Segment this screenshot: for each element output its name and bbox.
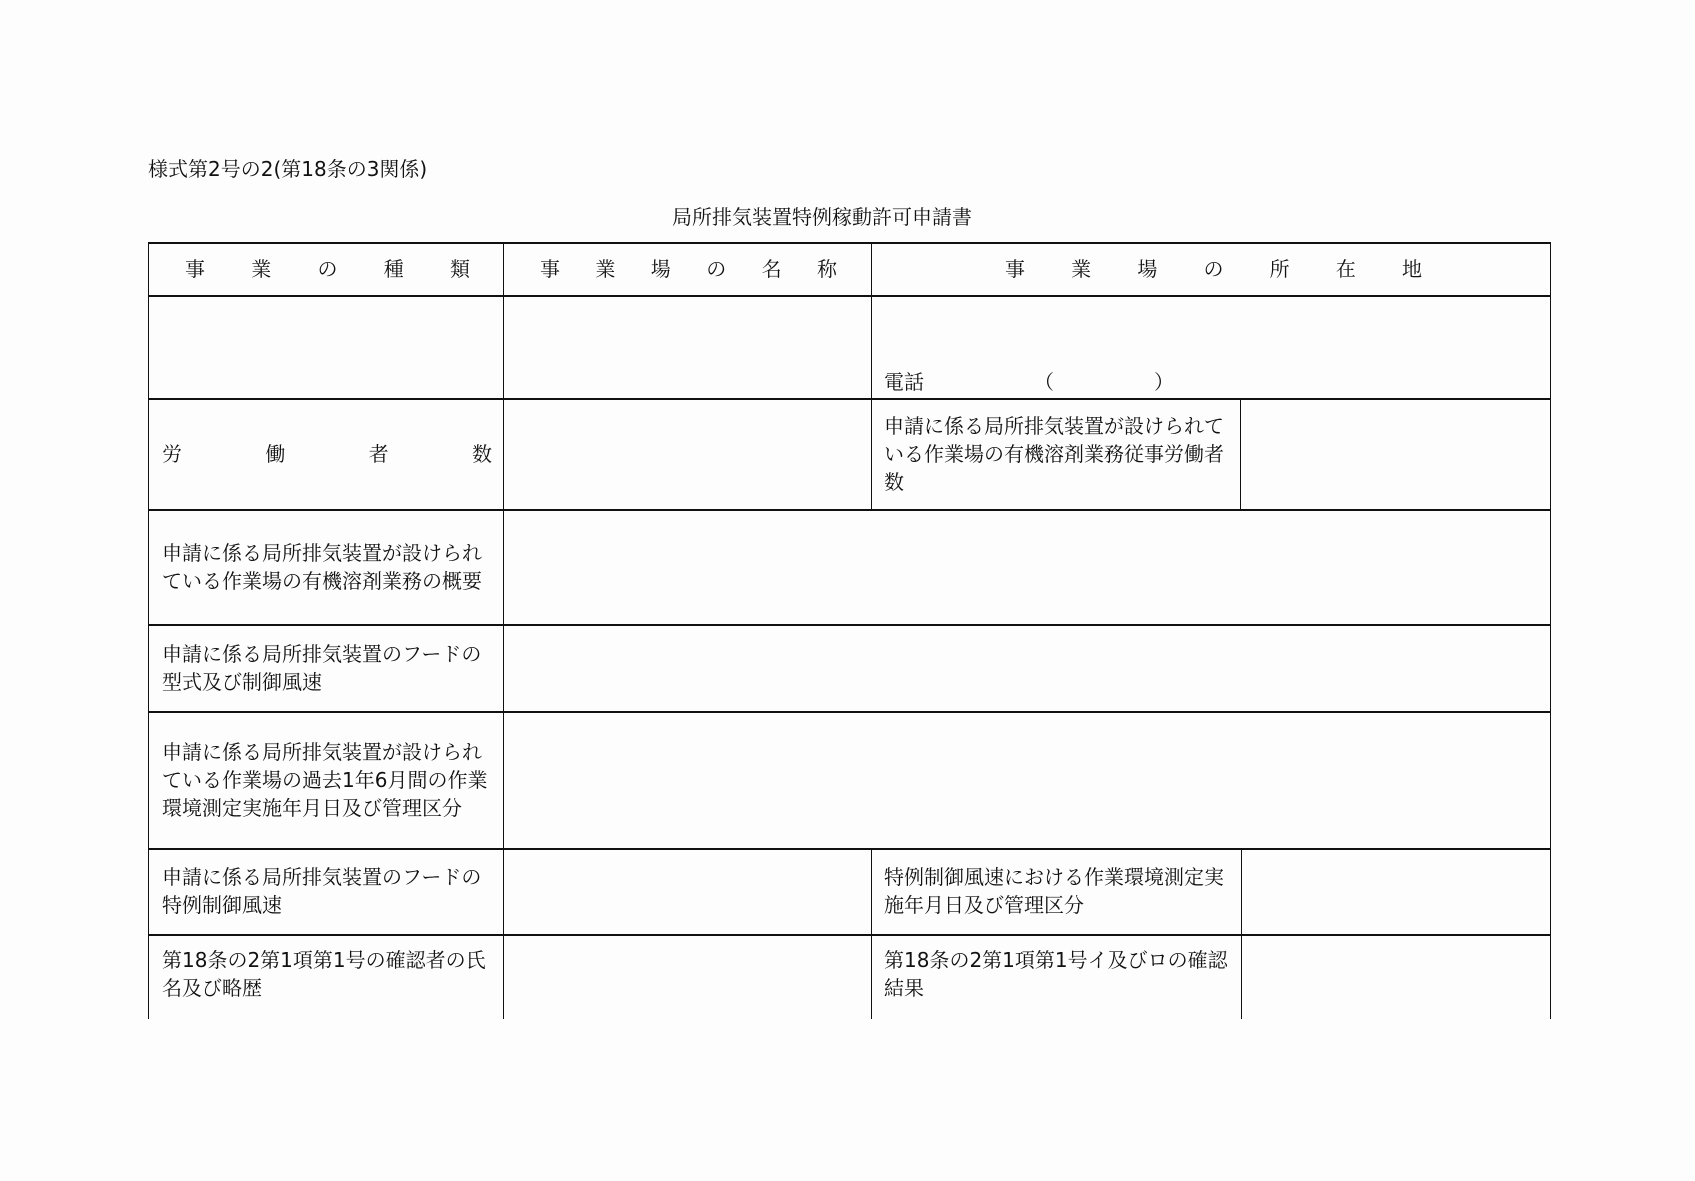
- header-label: 事 業 の 種 類: [185, 256, 470, 281]
- label-text: 申請に係る局所排気装置が設けられている作業場の過去1年6月間の作業環境測定実施年月日及び管理区分: [162, 739, 488, 820]
- label-special-measurement: [884, 848, 1234, 934]
- label-confirm-result: [884, 934, 1234, 1019]
- header-label: 事 業 場 の 名 称: [540, 256, 837, 281]
- label-text: 申請に係る局所排気装置のフードの特例制御風速: [162, 865, 482, 917]
- label-text: 申請に係る局所排気装置が設けられている作業場の有機溶剤業務の概要: [162, 540, 482, 593]
- label-text: 特例制御風速における作業環境測定実施年月日及び管理区分: [884, 865, 1224, 917]
- header-workplace-location: [1005, 242, 1422, 295]
- label-text: 第18条の2第1項第1号イ及びロの確認結果: [884, 948, 1228, 1000]
- row-divider: [148, 295, 1550, 297]
- label-workers: [162, 398, 492, 509]
- label-text: 申請に係る局所排気装置が設けられている作業場の有機溶剤業務従事労働者数: [884, 413, 1224, 494]
- header-label: 事 業 場 の 所 在 地: [1005, 256, 1422, 281]
- label-organic-workers: [884, 398, 1234, 509]
- col-divider: [1241, 848, 1242, 1019]
- label-special-speed: [162, 848, 497, 934]
- page-title: 局所排気装置特例稼動許可申請書: [672, 205, 972, 229]
- label-measurement: [162, 711, 497, 848]
- col-divider: [871, 848, 872, 1019]
- phone-label: 電話 （ ）: [884, 370, 1174, 394]
- label-text: 労 働 者 数: [162, 441, 492, 466]
- col-divider: [871, 398, 872, 509]
- form-number: 様式第2号の2(第18条の3関係): [148, 157, 428, 181]
- header-business-type: [185, 242, 470, 295]
- table-border-left: [148, 242, 149, 1019]
- label-overview: [162, 509, 497, 624]
- col-divider: [871, 242, 872, 398]
- col-divider: [503, 242, 504, 1019]
- label-text: 申請に係る局所排気装置のフードの型式及び制御風速: [162, 641, 482, 694]
- table-border-right: [1550, 242, 1551, 1019]
- col-divider: [1240, 398, 1241, 509]
- label-confirmer: [162, 934, 497, 1019]
- label-hood-type: [162, 624, 497, 711]
- header-workplace-name: [540, 242, 837, 295]
- label-text: 第18条の2第1項第1号の確認者の氏名及び略歴: [162, 948, 486, 1000]
